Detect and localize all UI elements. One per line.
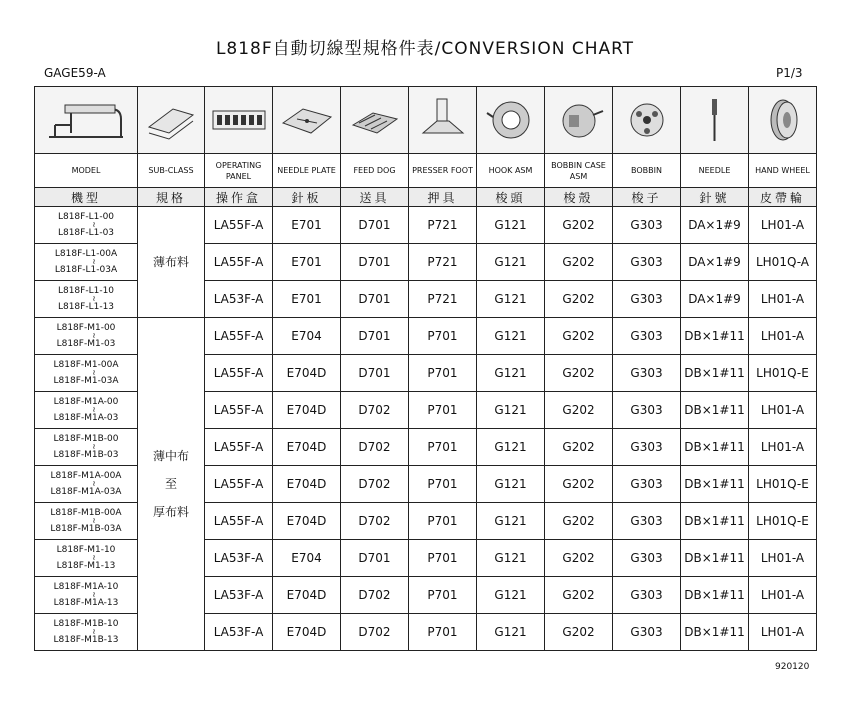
- range-tilde: ≀: [92, 553, 96, 562]
- presser-foot-cell: P701: [409, 503, 477, 540]
- subclass-line: 薄布料: [152, 255, 189, 269]
- hook-cell: G121: [477, 540, 545, 577]
- operating-panel-icon: [205, 87, 273, 154]
- model-from: L818F-L1-10: [57, 286, 115, 296]
- bobbin-icon: [613, 87, 681, 154]
- model-to: L818F-M1B-03: [53, 450, 119, 460]
- panel-cell: LA53F-A: [205, 614, 273, 651]
- header-en: SUB-CLASS: [138, 154, 205, 188]
- bobbin-cell: G303: [613, 207, 681, 244]
- needle-cell: DA×1#9: [681, 244, 749, 281]
- range-tilde: ≀: [92, 590, 96, 599]
- hand-wheel-cell: LH01-A: [749, 614, 817, 651]
- model-from: L818F-M1A-00: [53, 397, 119, 407]
- model-to: L818F-M1B-03A: [50, 524, 122, 534]
- model-to: L818F-M1-03A: [53, 376, 119, 386]
- panel-cell: LA55F-A: [205, 429, 273, 466]
- model-from: L818F-M1B-10: [53, 619, 119, 629]
- hook-cell: G121: [477, 318, 545, 355]
- header-en: BOBBIN CASE ASM: [545, 154, 613, 188]
- presser-foot-cell: P701: [409, 540, 477, 577]
- subclass-line: 至: [164, 477, 177, 491]
- bobbin-case-cell: G202: [545, 540, 613, 577]
- bobbin-cell: G303: [613, 244, 681, 281]
- needle-plate-cell: E704D: [273, 577, 341, 614]
- header-zh: 規格: [138, 188, 205, 207]
- range-tilde: ≀: [92, 627, 96, 636]
- header-zh: 梭子: [613, 188, 681, 207]
- bobbin-cell: G303: [613, 577, 681, 614]
- range-tilde: ≀: [92, 405, 96, 414]
- model-cell: [35, 503, 138, 540]
- model-cell: [35, 207, 138, 244]
- header-zh: 皮帶輪: [749, 188, 817, 207]
- hook-cell: G121: [477, 392, 545, 429]
- feed-dog-cell: D701: [341, 355, 409, 392]
- hand-wheel-cell: LH01Q-E: [749, 355, 817, 392]
- panel-cell: LA53F-A: [205, 540, 273, 577]
- bobbin-case-cell: G202: [545, 429, 613, 466]
- feed-dog-cell: D702: [341, 429, 409, 466]
- header-zh: 針號: [681, 188, 749, 207]
- needle-plate-cell: E704D: [273, 614, 341, 651]
- presser-foot-cell: P701: [409, 429, 477, 466]
- panel-cell: LA55F-A: [205, 466, 273, 503]
- needle-plate-cell: E704D: [273, 466, 341, 503]
- table-row: [35, 207, 817, 244]
- hand-wheel-cell: LH01-A: [749, 392, 817, 429]
- model-cell: [35, 318, 138, 355]
- subclass-line: 薄中布: [152, 449, 189, 463]
- bobbin-case-cell: G202: [545, 355, 613, 392]
- bobbin-case-cell: G202: [545, 577, 613, 614]
- model-to: L818F-M1-03: [56, 339, 116, 349]
- fabric-layer-icon: [138, 87, 205, 154]
- needle-plate-cell: E701: [273, 244, 341, 281]
- header-zh: 押具: [409, 188, 477, 207]
- hook-cell: G121: [477, 281, 545, 318]
- needle-cell: DB×1#11: [681, 614, 749, 651]
- model-to: L818F-M1A-03A: [50, 487, 122, 497]
- hand-wheel-cell: LH01Q-E: [749, 466, 817, 503]
- feed-dog-cell: D701: [341, 281, 409, 318]
- header-en: OPERATING PANEL: [205, 154, 273, 188]
- range-tilde: ≀: [92, 331, 96, 340]
- needle-plate-cell: E704D: [273, 392, 341, 429]
- model-from: L818F-M1A-00A: [50, 471, 122, 481]
- hand-wheel-cell: LH01-A: [749, 577, 817, 614]
- hand-wheel-cell: LH01-A: [749, 429, 817, 466]
- bobbin-case-icon: [545, 87, 613, 154]
- header-zh: 機型: [35, 188, 138, 207]
- header-en: BOBBIN: [613, 154, 681, 188]
- hand-wheel-cell: LH01Q-E: [749, 503, 817, 540]
- panel-cell: LA55F-A: [205, 318, 273, 355]
- model-cell: [35, 466, 138, 503]
- hook-cell: G121: [477, 466, 545, 503]
- needle-plate-cell: E701: [273, 281, 341, 318]
- hook-icon: [477, 87, 545, 154]
- needle-plate-cell: E704D: [273, 503, 341, 540]
- model-from: L818F-M1-10: [56, 545, 116, 555]
- bobbin-cell: G303: [613, 614, 681, 651]
- hook-cell: G121: [477, 429, 545, 466]
- needle-plate-icon: [273, 87, 341, 154]
- needle-cell: DA×1#9: [681, 281, 749, 318]
- range-tilde: ≀: [92, 220, 96, 229]
- model-cell: [35, 392, 138, 429]
- hand-wheel-cell: LH01-A: [749, 540, 817, 577]
- bobbin-case-cell: G202: [545, 318, 613, 355]
- header-en: HAND WHEEL: [749, 154, 817, 188]
- hand-wheel-cell: LH01-A: [749, 281, 817, 318]
- needle-plate-cell: E701: [273, 207, 341, 244]
- feed-dog-cell: D701: [341, 540, 409, 577]
- header-zh: 針板: [273, 188, 341, 207]
- document-code: GAGE59-A: [44, 66, 106, 80]
- model-to: L818F-L1-03: [57, 228, 115, 238]
- panel-cell: LA55F-A: [205, 503, 273, 540]
- model-to: L818F-M1A-03: [53, 413, 119, 423]
- header-en: MODEL: [35, 154, 138, 188]
- bobbin-cell: G303: [613, 392, 681, 429]
- header-en: NEEDLE: [681, 154, 749, 188]
- presser-foot-icon: [409, 87, 477, 154]
- model-from: L818F-L1-00A: [54, 249, 118, 259]
- feed-dog-cell: D702: [341, 577, 409, 614]
- needle-cell: DB×1#11: [681, 577, 749, 614]
- range-tilde: ≀: [92, 257, 96, 266]
- needle-plate-cell: E704: [273, 318, 341, 355]
- needle-cell: DB×1#11: [681, 318, 749, 355]
- panel-cell: LA55F-A: [205, 207, 273, 244]
- needle-cell: DB×1#11: [681, 466, 749, 503]
- needle-cell: DB×1#11: [681, 503, 749, 540]
- model-from: L818F-L1-00: [57, 212, 115, 222]
- model-cell: [35, 429, 138, 466]
- subclass-cell: [138, 207, 205, 318]
- table-row: [35, 318, 817, 355]
- header-zh: 梭殼: [545, 188, 613, 207]
- model-to: L818F-M1-13: [56, 561, 116, 571]
- model-cell: [35, 577, 138, 614]
- panel-cell: LA55F-A: [205, 244, 273, 281]
- image-row: [35, 87, 817, 154]
- needle-cell: DB×1#11: [681, 429, 749, 466]
- presser-foot-cell: P721: [409, 281, 477, 318]
- model-cell: [35, 244, 138, 281]
- hand-wheel-cell: LH01-A: [749, 318, 817, 355]
- model-cell: [35, 281, 138, 318]
- bobbin-cell: G303: [613, 318, 681, 355]
- model-cell: [35, 355, 138, 392]
- bobbin-cell: G303: [613, 466, 681, 503]
- hook-cell: G121: [477, 577, 545, 614]
- needle-cell: DA×1#9: [681, 207, 749, 244]
- presser-foot-cell: P721: [409, 244, 477, 281]
- bobbin-cell: G303: [613, 355, 681, 392]
- needle-plate-cell: E704: [273, 540, 341, 577]
- model-from: L818F-M1A-10: [53, 582, 119, 592]
- model-from: L818F-M1-00A: [53, 360, 119, 370]
- hook-cell: G121: [477, 503, 545, 540]
- bobbin-case-cell: G202: [545, 244, 613, 281]
- model-to: L818F-L1-03A: [54, 265, 118, 275]
- panel-cell: LA55F-A: [205, 392, 273, 429]
- range-tilde: ≀: [92, 479, 96, 488]
- hook-cell: G121: [477, 355, 545, 392]
- model-to: L818F-L1-13: [57, 302, 115, 312]
- presser-foot-cell: P701: [409, 318, 477, 355]
- panel-cell: LA53F-A: [205, 577, 273, 614]
- header-zh-row: [35, 188, 817, 207]
- header-en: PRESSER FOOT: [409, 154, 477, 188]
- bobbin-cell: G303: [613, 429, 681, 466]
- bobbin-case-cell: G202: [545, 466, 613, 503]
- model-from: L818F-M1B-00: [53, 434, 119, 444]
- date-code: 920120: [775, 662, 810, 672]
- header-zh: 操作盒: [205, 188, 273, 207]
- presser-foot-cell: P701: [409, 466, 477, 503]
- hand-wheel-cell: LH01Q-A: [749, 244, 817, 281]
- model-cell: [35, 614, 138, 651]
- header-en-row: [35, 154, 817, 188]
- model-to: L818F-M1A-13: [53, 598, 119, 608]
- hook-cell: G121: [477, 207, 545, 244]
- feed-dog-cell: D702: [341, 503, 409, 540]
- bobbin-case-cell: G202: [545, 392, 613, 429]
- model-cell: [35, 540, 138, 577]
- feed-dog-icon: [341, 87, 409, 154]
- sewing-machine-icon: [35, 87, 138, 154]
- presser-foot-cell: P721: [409, 207, 477, 244]
- range-tilde: ≀: [92, 516, 96, 525]
- needle-plate-cell: E704D: [273, 429, 341, 466]
- panel-cell: LA55F-A: [205, 355, 273, 392]
- header-zh: 梭頭: [477, 188, 545, 207]
- header-zh: 送具: [341, 188, 409, 207]
- bobbin-case-cell: G202: [545, 281, 613, 318]
- bobbin-cell: G303: [613, 503, 681, 540]
- presser-foot-cell: P701: [409, 355, 477, 392]
- feed-dog-cell: D701: [341, 244, 409, 281]
- range-tilde: ≀: [92, 368, 96, 377]
- feed-dog-cell: D702: [341, 392, 409, 429]
- bobbin-case-cell: G202: [545, 503, 613, 540]
- header-en: NEEDLE PLATE: [273, 154, 341, 188]
- hook-cell: G121: [477, 244, 545, 281]
- needle-plate-cell: E704D: [273, 355, 341, 392]
- bobbin-case-cell: G202: [545, 614, 613, 651]
- header-en: FEED DOG: [341, 154, 409, 188]
- bobbin-case-cell: G202: [545, 207, 613, 244]
- model-from: L818F-M1B-00A: [50, 508, 122, 518]
- feed-dog-cell: D701: [341, 207, 409, 244]
- bobbin-cell: G303: [613, 281, 681, 318]
- conversion-table: [34, 86, 817, 651]
- feed-dog-cell: D701: [341, 318, 409, 355]
- feed-dog-cell: D702: [341, 614, 409, 651]
- presser-foot-cell: P701: [409, 392, 477, 429]
- subclass-cell: [138, 318, 205, 651]
- needle-cell: DB×1#11: [681, 355, 749, 392]
- header-en: HOOK ASM: [477, 154, 545, 188]
- bobbin-cell: G303: [613, 540, 681, 577]
- needle-cell: DB×1#11: [681, 392, 749, 429]
- chart-title: L818F自動切線型規格件表/CONVERSION CHART: [215, 39, 635, 59]
- hand-wheel-cell: LH01-A: [749, 207, 817, 244]
- feed-dog-cell: D702: [341, 466, 409, 503]
- presser-foot-cell: P701: [409, 577, 477, 614]
- page-number: P1/3: [776, 66, 803, 80]
- subclass-line: 厚布料: [152, 505, 189, 519]
- range-tilde: ≀: [92, 294, 96, 303]
- needle-cell: DB×1#11: [681, 540, 749, 577]
- model-to: L818F-M1B-13: [53, 635, 119, 645]
- needle-icon: [681, 87, 749, 154]
- hand-wheel-icon: [749, 87, 817, 154]
- range-tilde: ≀: [92, 442, 96, 451]
- presser-foot-cell: P701: [409, 614, 477, 651]
- model-from: L818F-M1-00: [56, 323, 116, 333]
- panel-cell: LA53F-A: [205, 281, 273, 318]
- hook-cell: G121: [477, 614, 545, 651]
